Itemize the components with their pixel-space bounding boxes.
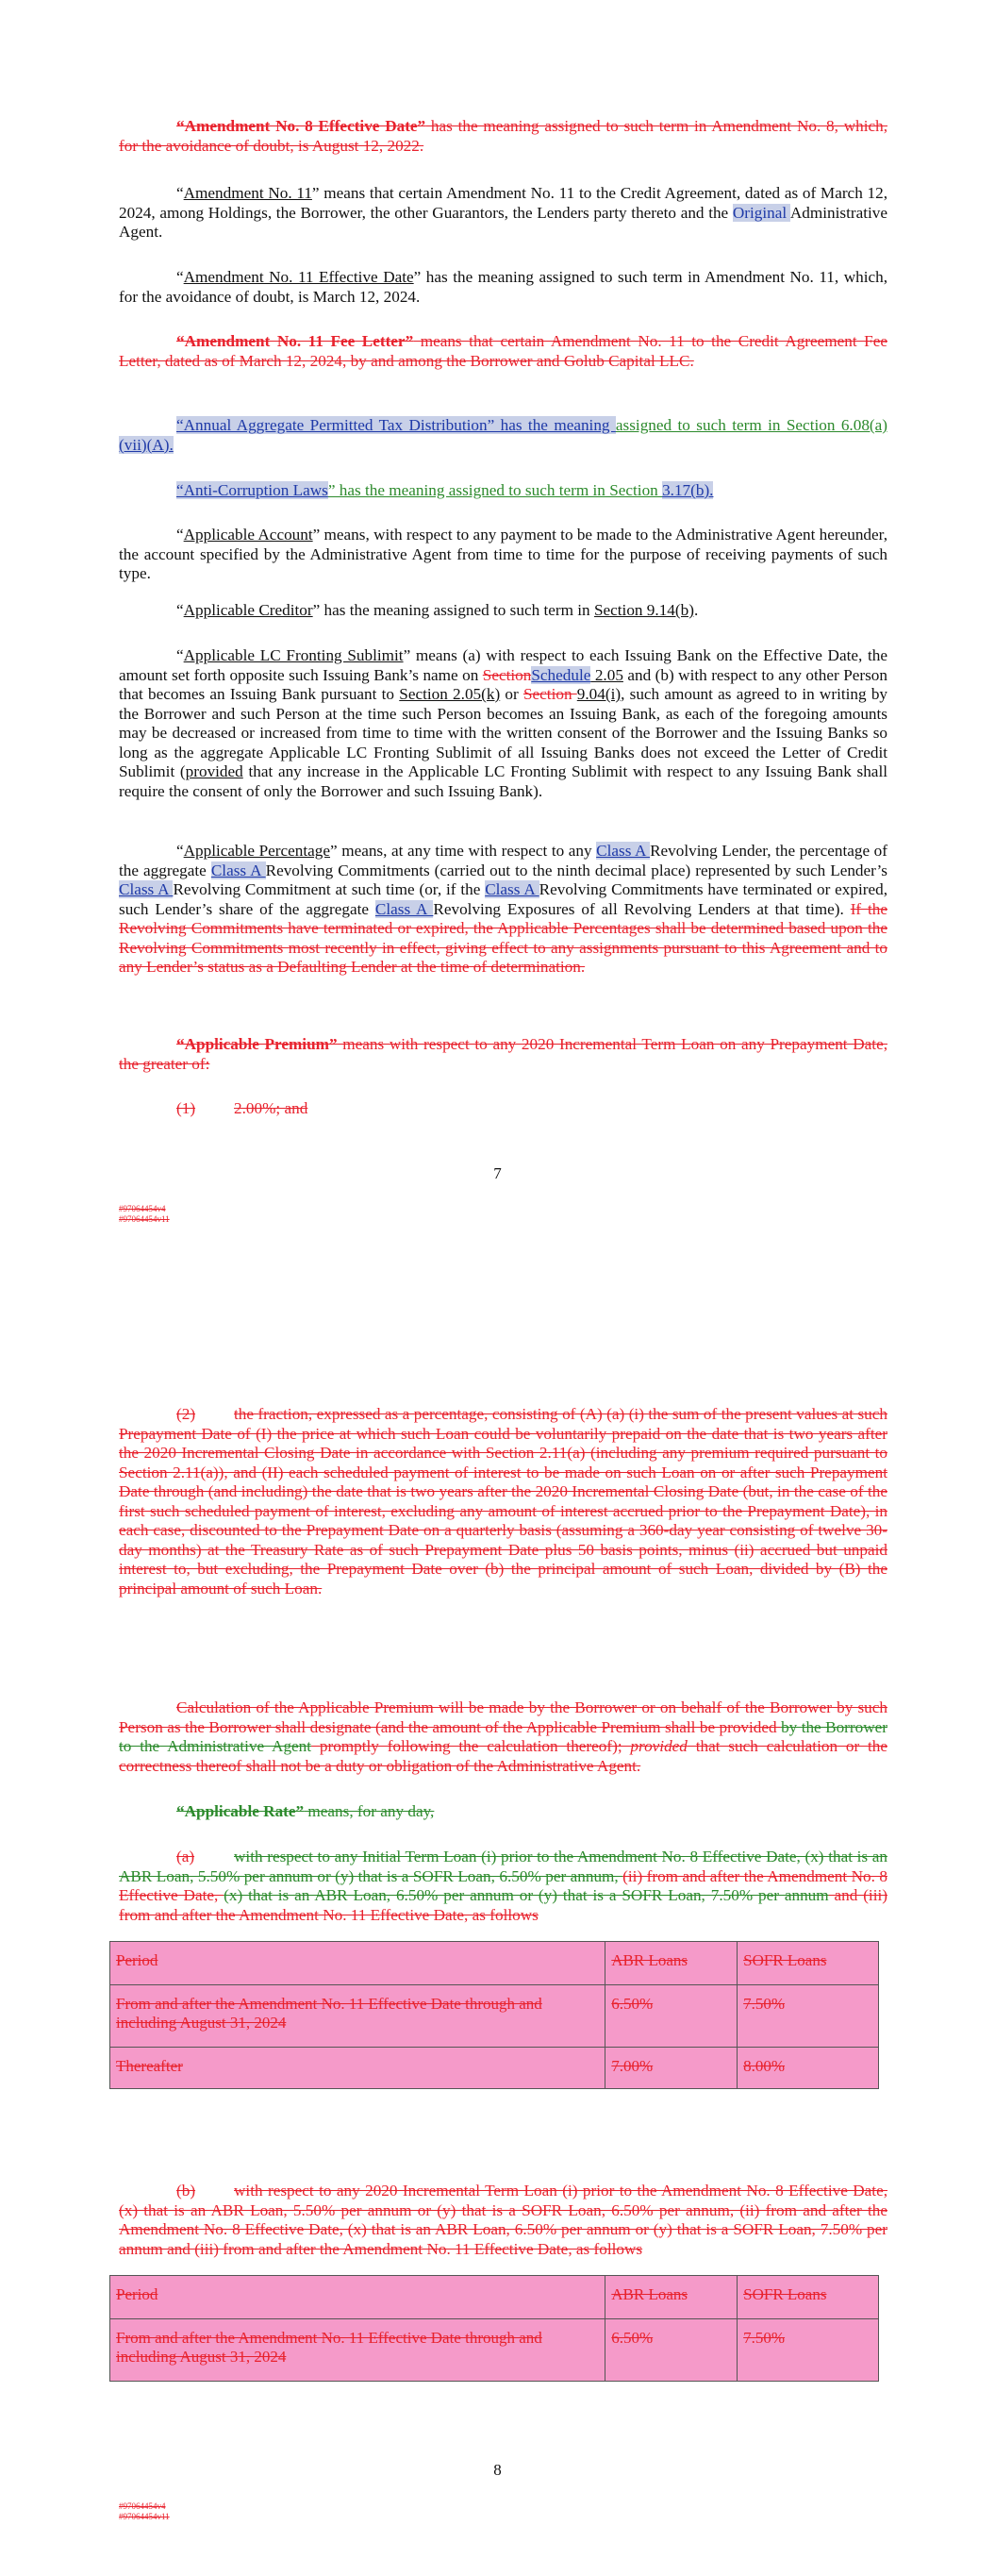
doc-id-old: #97064454v4 — [119, 1204, 166, 1213]
highlighted-text: Original — [732, 203, 790, 222]
table-row — [110, 2048, 879, 2089]
cell-abr: 6.50% — [605, 2319, 738, 2382]
doc-id-old: #97064454v4 — [119, 2501, 166, 2511]
definition-applicable-rate: “Applicable Rate” means, for any day, — [176, 1802, 435, 1820]
highlighted-text: (vii)(A). — [119, 435, 174, 454]
clause-a: (a) with respect to any Initial Term Loan (i) prior to the Amendment No. 8 Effective Date, (x) that is an ABR Loan, 5.50% per annum or (y) that is a SOFR Loan, 6.50% per annum, (ii) from and after the Amendment No. 8 Effective Date, (x) that is an ABR Loan, 6.50% per annum or (y) that is a SOFR Loan, 7.50% per annum and (iii) from and after the Amendment No. 11 Effective Date, as follows — [119, 1848, 887, 1924]
header-sofr: SOFR Loans — [738, 2276, 879, 2319]
definition-applicable-creditor: “Applicable Creditor” has the meaning assigned to such term in Section 9.14(b). — [176, 601, 699, 619]
deleted-text: If the Revolving Commitments have terminated or expired, the Applicable Percentages shall be determined based upon the Revolving Commitments most recently in effect, giving effect to any assignments pursuant to this Agreement and to any Lender’s status as a Defaulting Lender at the time of determination. — [119, 899, 888, 976]
definition-anti-corruption-laws: “Anti-Corruption Laws” has the meaning assigned to such term in Section 3.17(b). — [176, 481, 714, 499]
highlighted-text: “Anti-Corruption Laws — [176, 481, 328, 499]
definition-applicable-percentage: “Applicable Percentage” means, at any time with respect to any Class A Revolving Lender, the percentage of the aggregate Class A Revolving Commitments (carried out to the ninth decimal place) represented by such Lender’s Class A Revolving Commitment at such time (or, if the Class A Revolving Commitments have terminated or expired, such Lender’s share of the aggregate Class A Revolving Exposures of all Revolving Lenders at that time). If the Revolving Commitments have terminated or expired, the Applicable Percentages shall be determined based upon the Revolving Commitments most recently in effect, giving effect to any assignments pursuant to this Agreement and to any Lender’s status as a Defaulting Lender at the time of determination. — [119, 842, 888, 976]
clause-number: (b) — [176, 2182, 196, 2200]
definition-applicable-account: “Applicable Account” means, with respect to any payment to be made to the Administrative Agent hereunder, the account specified by the Administrative Agent from time to time for the purpose of receiving payments of such type. — [119, 526, 887, 582]
definition-text: has the meaning assigned to such term in Amendment No. 8, which, for the avoidance of doubt, is August 12, 2022. — [119, 117, 888, 155]
section-reference: Section 2.05(k) — [399, 685, 501, 703]
page-8 — [0, 1264, 995, 2576]
definition-text: means that certain Amendment No. 11 to the Credit Agreement Fee Letter, dated as of March 12, 2024, by and among the Borrower and Golub Capital LLC. — [119, 332, 887, 370]
clause-number: (1) — [176, 1099, 196, 1117]
definition-annual-aggregate-permitted-tax-distribution: “Annual Aggregate Permitted Tax Distribution” has the meaning assigned to such term in Section 6.08(a)(vii)(A). — [119, 416, 887, 454]
clause-1: (1) 2.00%; and — [176, 1099, 308, 1117]
doc-id-new: #97064454v11 — [119, 1214, 170, 1224]
cell-sofr: 7.50% — [738, 1985, 879, 2048]
clause-number: (2) — [176, 1405, 196, 1423]
defined-term: Applicable Account — [183, 526, 313, 544]
clause-number: (a) — [176, 1848, 195, 1865]
definition-amendment-11-fee-letter — [119, 332, 887, 371]
defined-term: Amendment No. 11 Effective Date — [183, 268, 414, 286]
defined-term: Applicable Creditor — [183, 601, 313, 619]
header-abr: ABR Loans — [605, 2276, 738, 2319]
doc-id-new: #97064454v11 — [119, 2512, 170, 2521]
cell-sofr: 7.50% — [738, 2319, 879, 2382]
cell-abr: 6.50% — [605, 1985, 738, 2048]
section-reference: 9.04(i) — [576, 685, 622, 703]
moved-text: by the Borrower to the Administrative Agent — [119, 1717, 887, 1755]
definition-applicable-premium: “Applicable Premium” means with respect to any 2020 Incremental Term Loan on any Prepayment Date, the greater of: — [119, 1035, 887, 1073]
table-header-row — [110, 2276, 879, 2319]
header-period: Period — [110, 1942, 605, 1985]
definition-applicable-lc-fronting-sublimit: “Applicable LC Fronting Sublimit” means (a) with respect to each Issuing Bank on the Effective Date, the amount set forth opposite such Issuing Bank’s name on SectionSchedule 2.05 and (b) with respect to any other Person that becomes an Issuing Bank pursuant to Section 2.05(k) or Section 9.04(i), such amount as agreed to in writing by the Borrower and such Person at the time such Person becomes an Issuing Bank, as each of the foregoing amounts may be decreased or increased from time to time with the written consent of the Borrower and the Issuing Banks so long as the aggregate Applicable LC Fronting Sublimit of all Issuing Banks does not exceed the Letter of Credit Sublimit (provided that any increase in the Applicable LC Fronting Sublimit with respect to any Issuing Bank shall require the consent of only the Borrower and such Issuing Bank). — [119, 646, 888, 800]
rate-table-b — [109, 2275, 879, 2382]
header-period: Period — [110, 2276, 605, 2319]
cell-abr: 7.00% — [605, 2048, 738, 2089]
cell-period: From and after the Amendment No. 11 Effective Date through and including August 31, 2024 — [110, 2319, 605, 2382]
defined-term: Applicable LC Fronting Sublimit — [183, 646, 404, 664]
definition-amendment-11-effective-date: “Amendment No. 11 Effective Date” has the meaning assigned to such term in Amendment No. 11, which, for the avoidance of doubt, is March 12, 2024. — [119, 268, 887, 306]
cell-sofr: 8.00% — [738, 2048, 879, 2089]
header-sofr: SOFR Loans — [738, 1942, 879, 1985]
defined-term: “Applicable Rate” — [176, 1802, 305, 1820]
page-number: 8 — [493, 2461, 502, 2479]
table-header-row — [110, 1942, 879, 1985]
defined-term: “Applicable Premium” — [176, 1035, 338, 1053]
definition-amendment-11: “Amendment No. 11” means that certain Amendment No. 11 to the Credit Agreement, dated as of March 12, 2024, among Holdings, the Borrower, the other Guarantors, the Lenders party thereto and the Original Administrative Agent. — [119, 184, 887, 241]
header-abr: ABR Loans — [605, 1942, 738, 1985]
table-row — [110, 2319, 879, 2382]
definition-amendment-8-effective-date — [119, 117, 887, 156]
applicable-premium-calculation: Calculation of the Applicable Premium will be made by the Borrower or on behalf of the Borrower by such Person as the Borrower shall designate (and the amount of the Applicable Premium shall be provided by the Borrower to the Administrative Agent promptly following the calculation thereof); provided that such calculation or the correctness thereof shall not be a duty or obligation of the Administrative Agent. — [119, 1698, 887, 1775]
highlighted-text: “Annual Aggregate Permitted Tax Distribution” has the meaning — [176, 416, 616, 434]
defined-term: Applicable Percentage — [183, 842, 331, 860]
highlighted-text: Schedule — [531, 665, 591, 684]
clause-2: (2) the fraction, expressed as a percentage, consisting of (A) (a) (i) the sum of the present values at such Prepayment Date of (I) the price at which such Loan could be voluntarily prepaid on the date that is two years after the 2020 Incremental Closing Date in accordance with Section 2.11(a) (including any premium required pursuant to Section 2.11(a)), and (II) each scheduled payment of interest to be made on such Loan on or after such Prepayment Date through (and including) the date that is two years after the 2020 Incremental Closing Date (but, in the case of the first such scheduled payment of interest, excluding any amount of interest accrued prior to the Prepayment Date), in each case, discounted to the Prepayment Date on a quarterly basis (assuming a 360-day year consisting of twelve 30-day months) at the Treasury Rate as of such Prepayment Date plus 50 basis points, minus (ii) accrued but unpaid interest to, but excluding, the Prepayment Date over (b) the principal amount of such Loan, divided by (B) the principal amount of such Loan. — [119, 1405, 887, 1597]
section-reference: Section 9.14(b) — [593, 601, 694, 619]
defined-term: “Amendment No. 8 Effective Date” — [176, 117, 426, 135]
clause-b: (b) with respect to any 2020 Incremental Term Loan (i) prior to the Amendment No. 8 Effective Date, (x) that is an ABR Loan, 5.50% per annum or (y) that is a SOFR Loan, 6.50% per annum, (ii) from and after the Amendment No. 8 Effective Date, (x) that is an ABR Loan, 6.50% per annum or (y) that is a SOFR Loan, 7.50% per annum and (iii) from and after the Amendment No. 11 Effective Date, as follows — [119, 2182, 887, 2258]
table-row — [110, 1985, 879, 2048]
page-number: 7 — [493, 1164, 502, 1182]
page-7 — [0, 0, 995, 1264]
cell-period: Thereafter — [110, 2048, 605, 2089]
defined-term: “Amendment No. 11 Fee Letter” — [176, 332, 414, 350]
highlighted-text: 3.17(b). — [662, 481, 714, 499]
cell-period: From and after the Amendment No. 11 Effective Date through and including August 31, 2024 — [110, 1985, 605, 2048]
rate-table-a — [109, 1941, 879, 2089]
defined-term: Amendment No. 11 — [183, 184, 312, 202]
